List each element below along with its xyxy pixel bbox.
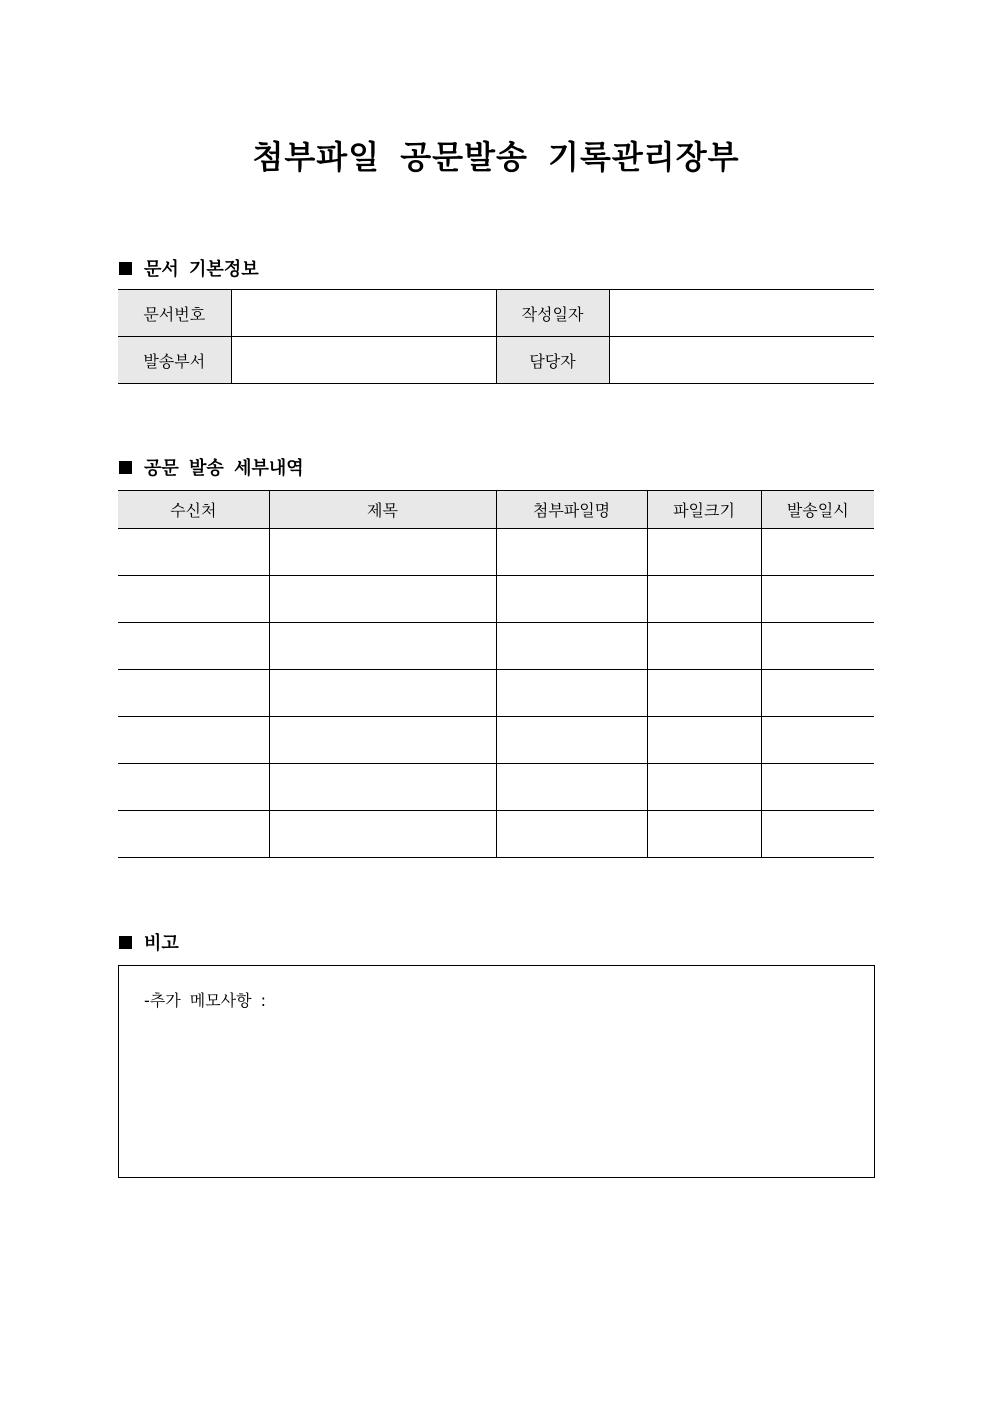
attachment-name-cell[interactable]: [496, 576, 647, 623]
recipient-cell[interactable]: [118, 811, 269, 858]
subject-cell[interactable]: [269, 529, 496, 576]
attachment-name-cell[interactable]: [496, 623, 647, 670]
remarks-text: -추가 메모사항 :: [144, 991, 267, 1010]
details-header-row: [118, 491, 874, 529]
sent-datetime-cell[interactable]: [761, 811, 874, 858]
square-bullet-icon: [119, 262, 132, 275]
attachment-name-cell[interactable]: [496, 811, 647, 858]
person-in-charge-field[interactable]: [609, 337, 874, 384]
sent-datetime-cell[interactable]: [761, 576, 874, 623]
subject-cell[interactable]: [269, 764, 496, 811]
column-header-file-size: 파일크기: [647, 491, 761, 529]
table-row: [118, 670, 874, 717]
file-size-cell[interactable]: [647, 811, 761, 858]
sent-datetime-cell[interactable]: [761, 670, 874, 717]
attachment-name-cell[interactable]: [496, 529, 647, 576]
sent-datetime-cell[interactable]: [761, 764, 874, 811]
column-header-sent-datetime: 발송일시: [761, 491, 874, 529]
attachment-name-cell[interactable]: [496, 670, 647, 717]
recipient-cell[interactable]: [118, 623, 269, 670]
basic-info-row: [118, 337, 874, 384]
created-date-label: 작성일자: [496, 290, 609, 337]
basic-info-heading-text: 문서 기본정보: [144, 259, 259, 280]
table-row: [118, 623, 874, 670]
recipient-cell[interactable]: [118, 717, 269, 764]
details-heading: [119, 454, 304, 480]
recipient-cell[interactable]: [118, 764, 269, 811]
sent-datetime-cell[interactable]: [761, 529, 874, 576]
details-table: [118, 490, 874, 858]
subject-cell[interactable]: [269, 717, 496, 764]
file-size-cell[interactable]: [647, 717, 761, 764]
sent-datetime-cell[interactable]: [761, 623, 874, 670]
table-row: [118, 717, 874, 764]
remarks-box[interactable]: [118, 965, 875, 1178]
subject-cell[interactable]: [269, 670, 496, 717]
subject-cell[interactable]: [269, 811, 496, 858]
sending-dept-field[interactable]: [231, 337, 496, 384]
person-in-charge-label: 담당자: [496, 337, 609, 384]
created-date-field[interactable]: [609, 290, 874, 337]
file-size-cell[interactable]: [647, 576, 761, 623]
file-size-cell[interactable]: [647, 764, 761, 811]
column-header-attachment-name: 첨부파일명: [496, 491, 647, 529]
page-title: 첨부파일 공문발송 기록관리장부: [252, 138, 740, 176]
file-size-cell[interactable]: [647, 529, 761, 576]
subject-cell[interactable]: [269, 576, 496, 623]
square-bullet-icon: [119, 936, 132, 949]
attachment-name-cell[interactable]: [496, 717, 647, 764]
recipient-cell[interactable]: [118, 576, 269, 623]
basic-info-row: [118, 290, 874, 337]
table-row: [118, 529, 874, 576]
remarks-heading: [119, 929, 179, 955]
basic-info-table: [118, 289, 874, 384]
recipient-cell[interactable]: [118, 529, 269, 576]
basic-info-heading: [119, 255, 259, 281]
file-size-cell[interactable]: [647, 623, 761, 670]
details-heading-text: 공문 발송 세부내역: [144, 458, 304, 479]
remarks-heading-text: 비고: [144, 933, 179, 954]
file-size-cell[interactable]: [647, 670, 761, 717]
attachment-name-cell[interactable]: [496, 764, 647, 811]
table-row: [118, 811, 874, 858]
column-header-recipient: 수신처: [118, 491, 269, 529]
sending-dept-label: 발송부서: [118, 337, 231, 384]
doc-number-label: 문서번호: [118, 290, 231, 337]
sent-datetime-cell[interactable]: [761, 717, 874, 764]
doc-number-field[interactable]: [231, 290, 496, 337]
column-header-subject: 제목: [269, 491, 496, 529]
square-bullet-icon: [119, 461, 132, 474]
subject-cell[interactable]: [269, 623, 496, 670]
recipient-cell[interactable]: [118, 670, 269, 717]
table-row: [118, 576, 874, 623]
table-row: [118, 764, 874, 811]
